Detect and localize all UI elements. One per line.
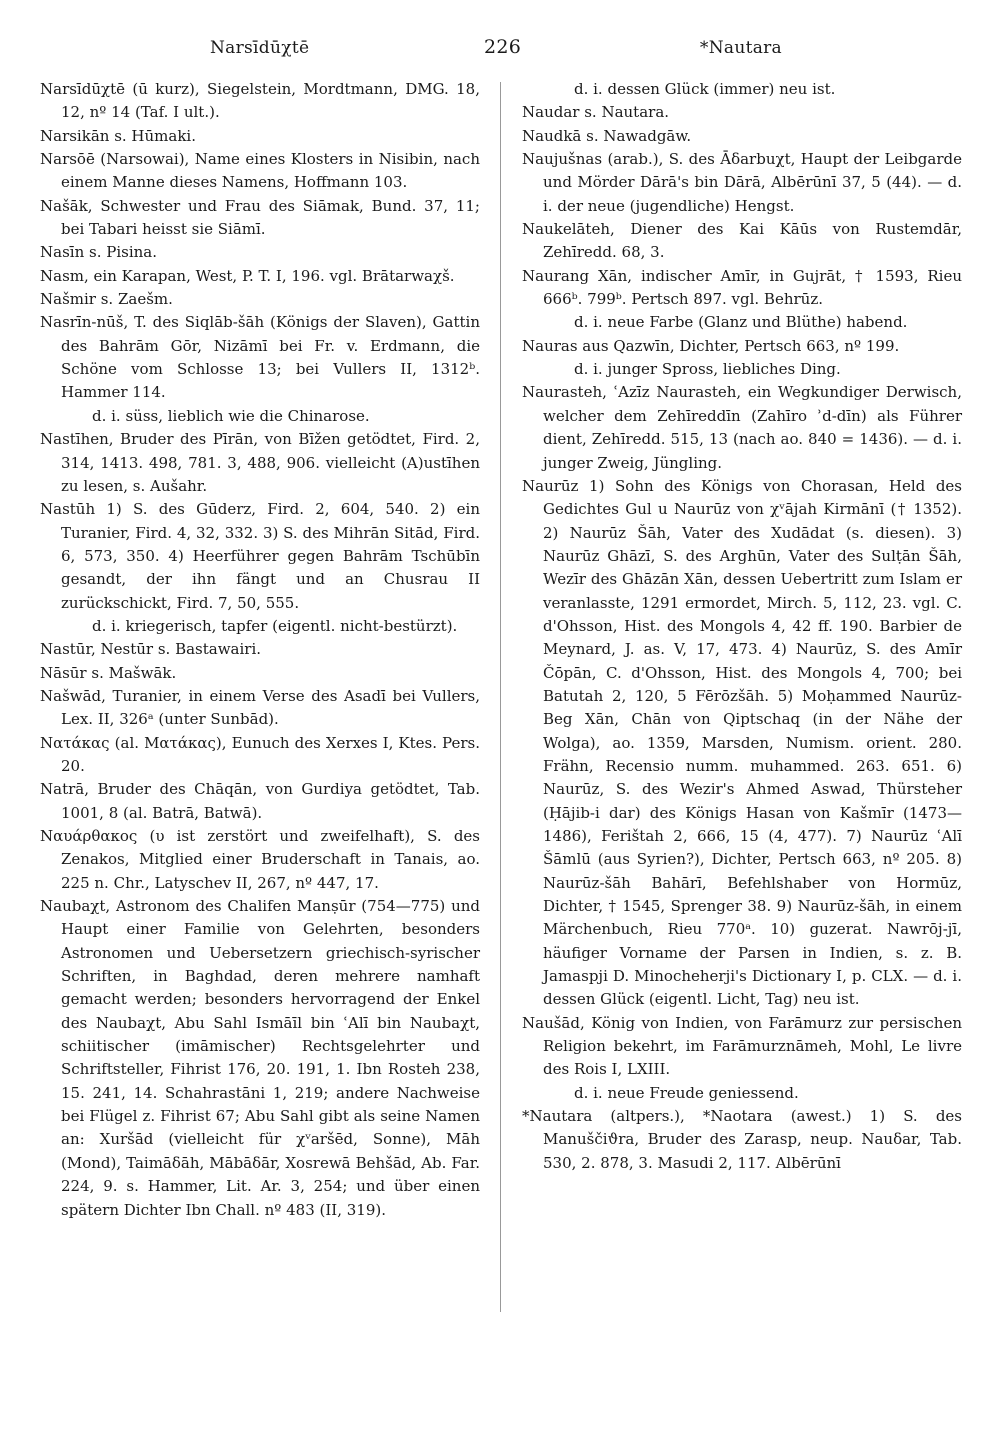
left-column <box>40 78 480 1222</box>
dictionary-entry: Narsīdūχtē (ū kurz), Siegelstein, Mordtmann, DMG. 18, 12, nº 14 (Taf. I ult.). <box>40 80 480 122</box>
entry-gloss: d. i. neue Freude geniessend. <box>574 1083 799 1102</box>
dictionary-entry: Naukelāteh, Diener des Kai Kāūs von Rustemdār, Zehīredd. 68, 3. <box>522 220 962 262</box>
dictionary-entry: Nāsūr s. Mašwāk. <box>40 663 177 682</box>
dictionary-entry: Naujušnas (arab.), S. des Āδarbuχt, Haupt der Leibgarde und Mörder Dārā's bin Dārā, Albērūnī 37, 5 (44). — d. i. der neue (jugendliche) Hengst. <box>522 150 962 215</box>
entry-gloss: d. i. neue Farbe (Glanz und Blüthe) habend. <box>574 313 908 332</box>
dictionary-entry: Naurasteh, ʿAzīz Naurasteh, ein Wegkundiger Derwisch, welcher dem Zehīreddīn (Zahīro ʾd-dīn) als Führer dient, Zehīredd. 515, 13 (nach ao. 840 = 1436). — d. i. junger Zweig, Jüngling. <box>522 383 962 472</box>
dictionary-entry: Naurūz 1) Sohn des Königs von Chorasan, Held des Gedichtes Gul u Naurūz von χᵛājah Kirmānī († 1352). 2) Naurūz Šāh, Vater des Xudādat (s. diesen). 3) Naurūz Ghāzī, S. des Arghūn, Vater des Sulṭān Šāh, Wezīr des Ghāzān Xān, dessen Uebertritt zum Islam er veranlasste, 1291 ermordet, Mirch. 5, 112, 23. vgl. C. d'Ohsson, Hist. des Mongols 4, 42 ff. 190. Barbier de Meynard, J. as. V, 17, 473. 4) Naurūz, S. des Amīr Čōpān, C. d'Ohsson, Hist. des Mongols 4, 700; bei Batutah 2, 120, 5 Fērōzšāh. 5) Moḥammed Naurūz-Beg Xān, Chān von Qiptschaq (in der Nähe der Wolga), ao. 1359, Marsden, Numism. orient. 280. Frähn, Recensio numm. muhammed. 263. 651. 6) Naurūz, S. des Wezir's Ahmed Aswad, Thürsteher (Ḥājib-i dar) des Königs Hasan von Kašmīr (1473—1486), Ferištah 2, 666, 15 (4, 477). 7) Naurūz ʿAlī Šāmlū (aus Syrien?), Dichter, Pertsch 663, nº 205. 8) Naurūz-šāh Bahārī, Befehlshaber von Hormūz, Dichter, † 1545, Sprenger 38. 9) Naurūz-šāh, in einem Märchenbuch, Rieu 770ᵃ. 10) guzerat. Nawrōj-jī, häufiger Vorname der Parsen in Indien, s. z. B. Jamaspji D. Minocheherji's Dictionary I, p. CLX. — d. i. dessen Glück (eigentl. Licht, Tag) neu ist. <box>522 476 962 1009</box>
dictionary-entry: Natrā, Bruder des Chāqān, von Gurdiya getödtet, Tab. 1001, 8 (al. Batrā, Batwā). <box>40 780 480 822</box>
dictionary-entry: Narsōē (Narsowai), Name eines Klosters in Nisibin, nach einem Manne dieses Namens, Hoffmann 103. <box>40 150 480 192</box>
dictionary-entry: Nasīn s. Pisina. <box>40 243 157 262</box>
entry-gloss: d. i. junger Spross, liebliches Ding. <box>574 360 841 379</box>
dictionary-entry: Naurang Xān, indischer Amīr, in Gujrāt, † 1593, Rieu 666ᵇ. 799ᵇ. Pertsch 897. vgl. Behrūz. <box>522 266 962 309</box>
dictionary-entry: Naudkā s. Nawadgāw. <box>522 126 692 145</box>
dictionary-entry: Nauras aus Qazwīn, Dichter, Pertsch 663, nº 199. <box>522 336 900 355</box>
right-column <box>522 78 962 1175</box>
running-header <box>40 36 960 64</box>
dictionary-entry: Ναυάρθακος (υ ist zerstört und zweifelhaft), S. des Zenakos, Mitglied einer Bruderschaft in Tanais, ao. 225 n. Chr., Latyschev II, 267, nº 447, 17. <box>40 827 480 892</box>
dictionary-entry: Nasm, ein Karapan, West, P. T. I, 196. vgl. Brātarwaχš. <box>40 266 455 285</box>
page-number: 226 <box>484 36 522 58</box>
dictionary-entry: Nastūr, Nestūr s. Bastawairi. <box>40 640 262 659</box>
entry-gloss: d. i. dessen Glück (immer) neu ist. <box>574 80 836 98</box>
header-left-keyword: Narsīdūχtē <box>210 38 310 58</box>
dictionary-entry: Naušād, König von Indien, von Farāmurz zur persischen Religion bekehrt, im Farāmurznāmeh, Mohl, Le livre des Rois I, LXIII. <box>522 1013 962 1079</box>
column-divider <box>500 82 501 1312</box>
dictionary-entry: Našwād, Turanier, in einem Verse des Asadī bei Vullers, Lex. II, 326ᵃ (unter Sunbād). <box>40 686 480 729</box>
header-right-keyword: *Nautara <box>699 38 782 58</box>
dictionary-entry: Nasrīn-nūš, T. des Siqlāb-šāh (Königs der Slaven), Gattin des Bahrām Gōr, Nizāmī bei Fr. v. Erdmann, die Schöne vom Schlosse 13; bei Vullers II, 1312ᵇ. Hammer 114. <box>40 313 480 402</box>
dictionary-entry: Nastīhen, Bruder des Pīrān, von Bīžen getödtet, Fird. 2, 314, 1413. 498, 781. 3, 488, 906. vielleicht (A)ustīhen zu lesen, s. Aušahr. <box>40 430 480 495</box>
entry-gloss: d. i. süss, lieblich wie die Chinarose. <box>92 406 370 425</box>
dictionary-entry: Našmir s. Zaešm. <box>40 290 173 309</box>
dictionary-entry: Narsikān s. Hūmaki. <box>40 126 196 145</box>
entry-gloss: d. i. kriegerisch, tapfer (eigentl. nicht-bestürzt). <box>92 616 458 635</box>
dictionary-entry: Našāk, Schwester und Frau des Siāmak, Bund. 37, 11; bei Tabari heisst sie Siāmī. <box>40 196 480 239</box>
dictionary-entry: Naudar s. Nautara. <box>522 103 670 122</box>
dictionary-entry: *Nautara (altpers.), *Naotara (awest.) 1) S. des Manuščiϑra, Bruder des Zarasp, neup. Nauδar, Tab. 530, 2. 878, 3. Masudi 2, 117. Albērūnī <box>522 1107 962 1172</box>
dictionary-entry: Νατάκας (al. Ματάκας), Eunuch des Xerxes I, Ktes. Pers. 20. <box>40 733 480 775</box>
dictionary-entry: Naubaχt, Astronom des Chalifen Manṣūr (754—775) und Haupt einer Familie von Gelehrten, besonders Astronomen und Uebersetzern griechisch-syrischer Schriften, in Baghdad, deren mehrere namhaft gemacht werden; besonders hervorragend der Enkel des Naubaχt, Abu Sahl Ismāīl bin ʿAlī bin Naubaχt, schiitischer (imāmischer) Rechtsgelehrter und Schriftsteller, Fihrist 176, 20. 191, 1. Ibn Rosteh 238, 15. 241, 14. Schahrastāni 1, 219; andere Nachweise bei Flügel z. Fihrist 67; Abu Sahl gibt als seine Namen an: Xuršād (vielleicht für χᵛaršēd, Sonne), Māh (Mond), Taimāδāh, Mābāδār, Xosrewā Behšād, Ab. Far. 224, 9. s. Hammer, Lit. Ar. 3, 254; und über einen spätern Dichter Ibn Chall. nº 483 (II, 319). <box>40 897 480 1219</box>
dictionary-entry: Nastūh 1) S. des Gūderz, Fird. 2, 604, 540. 2) ein Turanier, Fird. 4, 32, 332. 3) S. des Mihrān Sitād, Fird. 6, 573, 350. 4) Heerführer gegen Bahrām Tschūbīn gesandt, der ihn fängt und an Chusrau II zurückschickt, Fird. 7, 50, 555. <box>40 500 480 612</box>
